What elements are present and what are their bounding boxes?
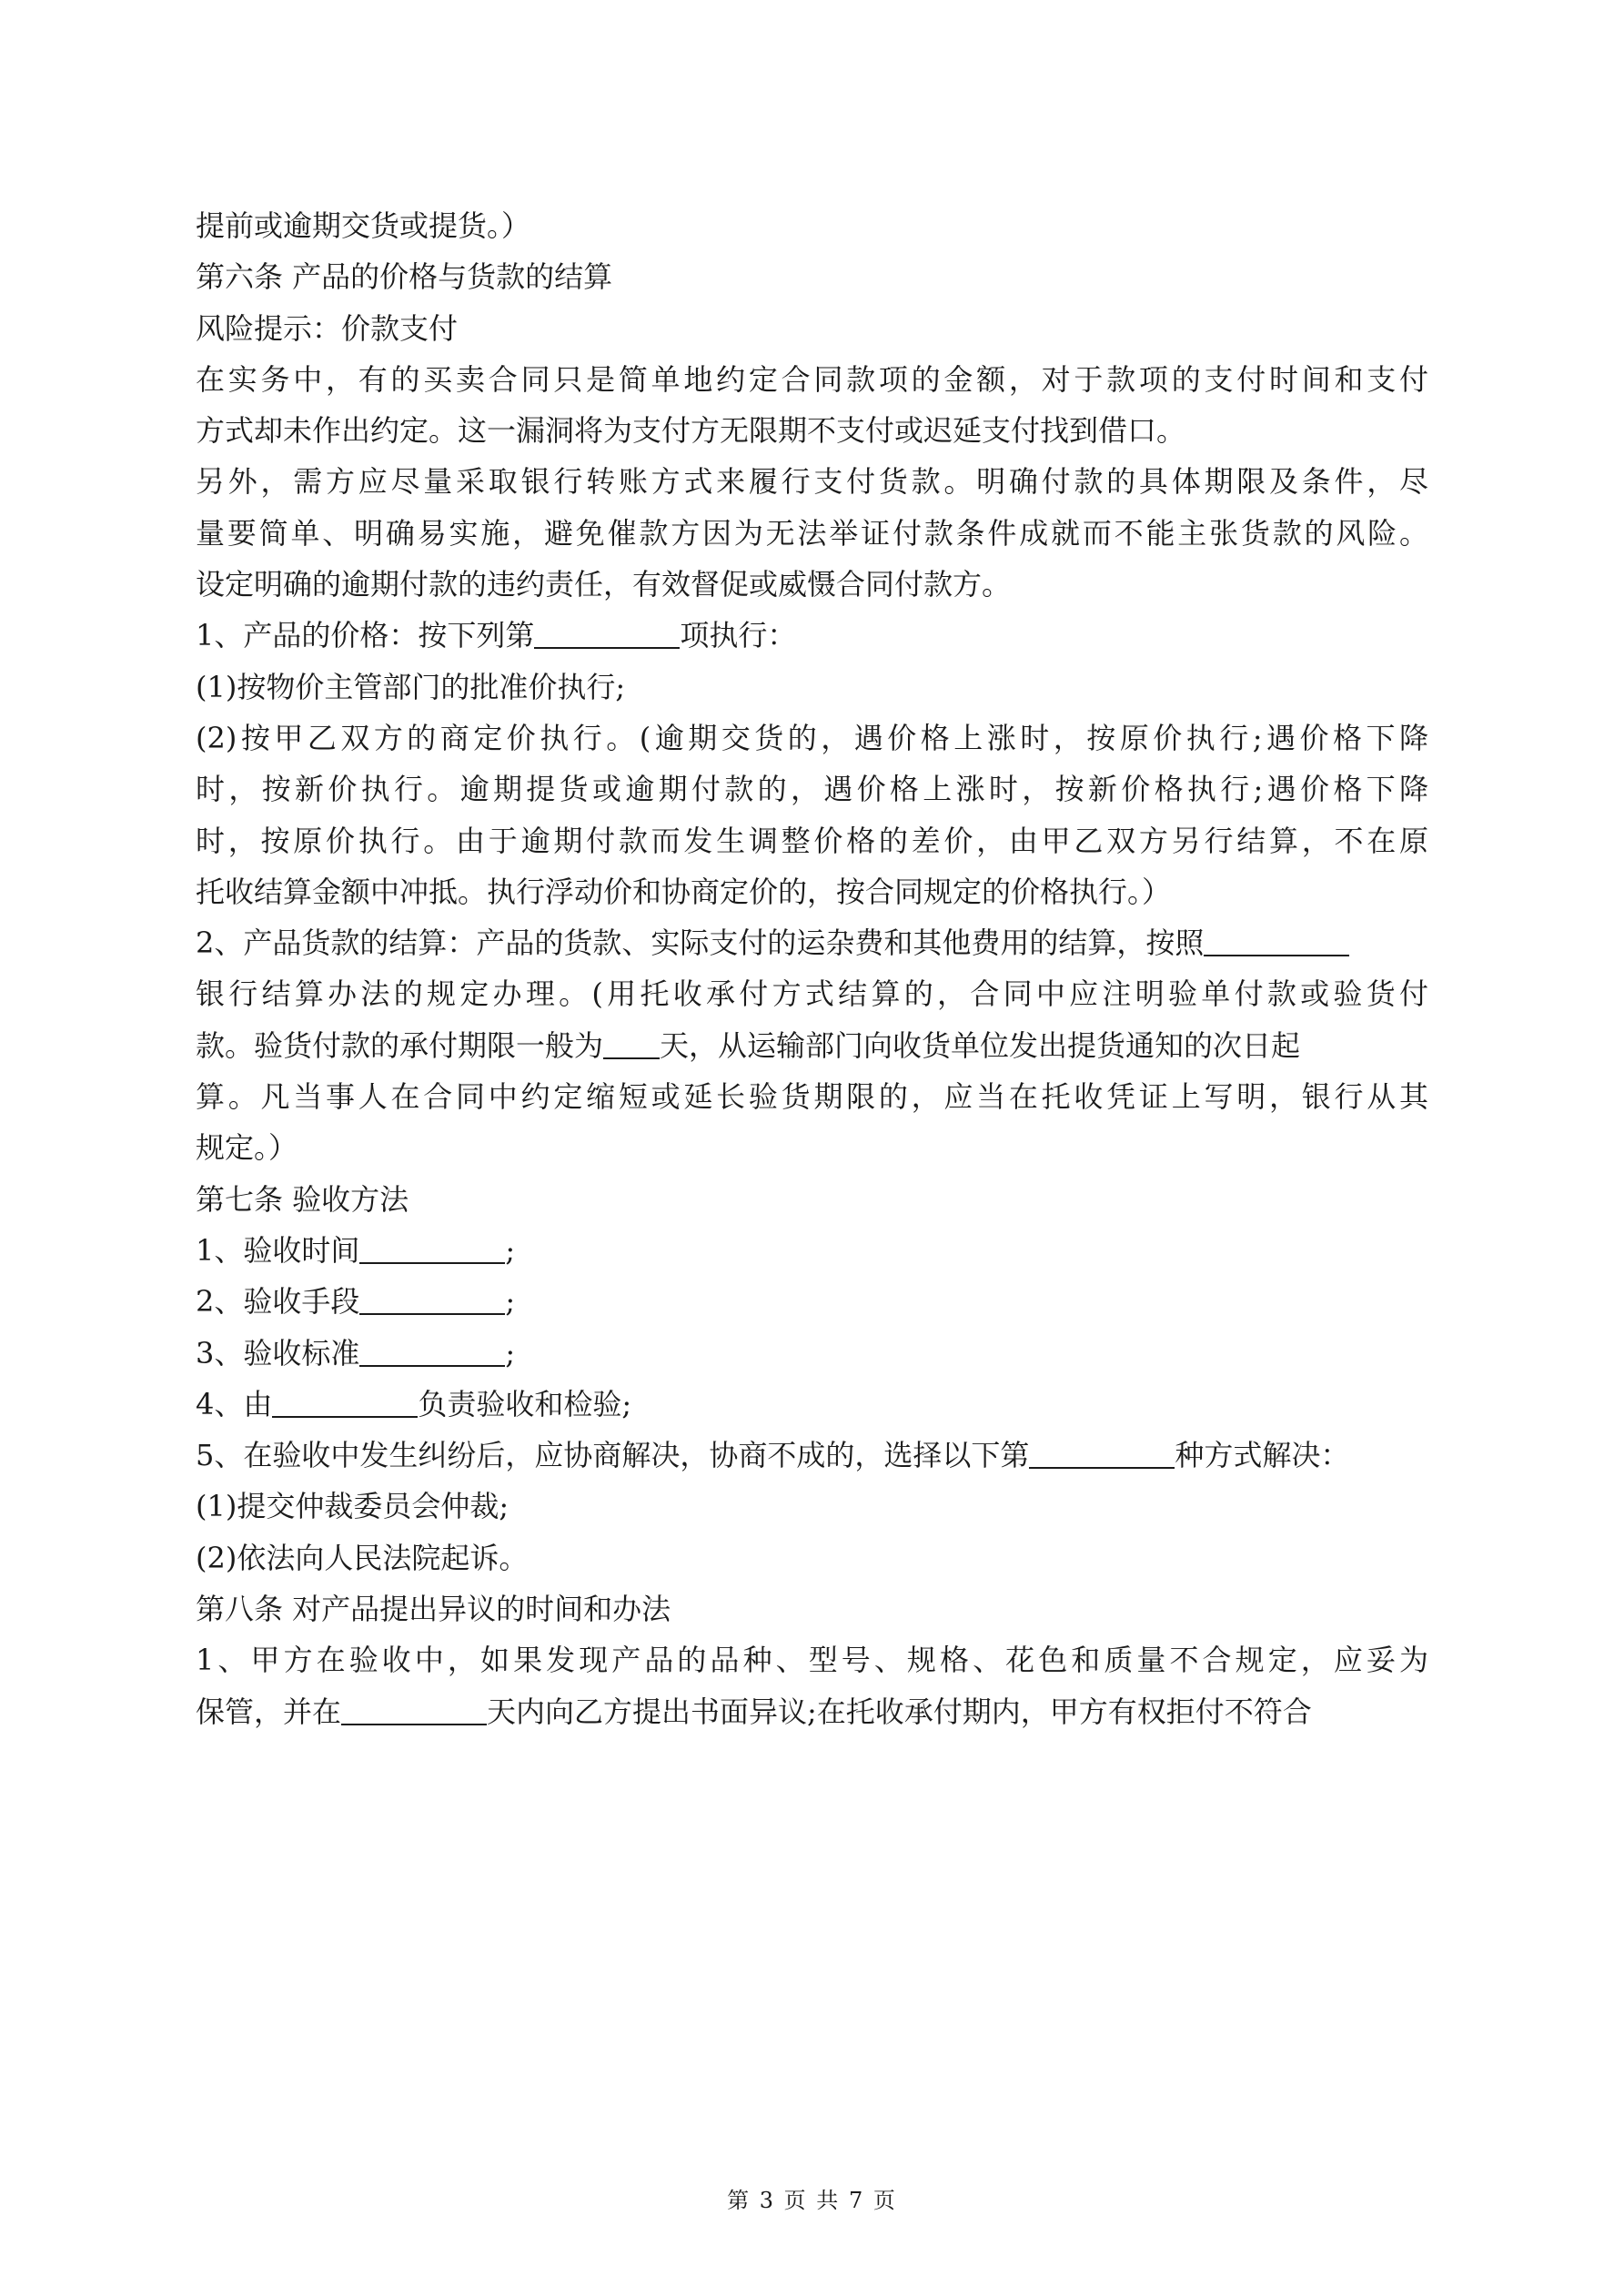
section-heading: 第八条 对产品提出异议的时间和办法 [196,1592,671,1627]
text-line: 在实务中，有的买卖合同只是简单地约定合同款项的金额，对于款项的支付时间和支付 [196,361,1428,397]
fill-in-blank [534,620,680,649]
text-line [196,1379,1428,1430]
text-line: 方式却未作出约定。这一漏洞将为支付方无限期不支付或迟延支付找到借口。 [196,413,1186,449]
text-segment: 1、产品的价格：按下列第 [196,618,535,653]
text-line: 时，按原价执行。由于逾期付款而发生调整价格的差价，由甲乙双方另行结算，不在原 [196,823,1428,858]
text-segment: 种方式解决： [1175,1438,1350,1473]
text-line: 另外，需方应尽量采取银行转账方式来履行支付货款。明确付款的具体期限及条件，尽 [196,464,1428,500]
text-segment: ; [505,1335,516,1371]
text-segment: ; [505,1284,516,1320]
fill-in-blank [1204,927,1349,956]
fill-in-blank [359,1235,505,1264]
text-line: (2)按甲乙双方的商定价执行。(逾期交货的，遇价格上涨时，按原价执行;遇价格下降 [196,720,1428,755]
text-line [196,917,1428,968]
text-segment: 4、由 [196,1386,273,1421]
fill-in-blank [272,1389,418,1418]
fill-in-blank [359,1338,505,1367]
text-segment: 款。验货付款的承付期限一般为 [196,1027,604,1063]
text-line: 量要简单、明确易实施，避免催款方因为无法举证付款条件成就而不能主张货款的风险。 [196,515,1428,551]
text-line [196,1020,1428,1071]
text-segment: 2、验收手段 [196,1284,360,1320]
text-line [196,610,1428,661]
text-line: 1、甲方在验收中，如果发现产品的品种、型号、规格、花色和质量不合规定，应妥为 [196,1643,1428,1678]
text-line: 银行结算办法的规定办理。(用托收承付方式结算的，合同中应注明验单付款或验货付 [196,976,1428,1012]
text-line [196,1328,1428,1379]
fill-in-blank [359,1286,505,1315]
text-line: 设定明确的逾期付款的违约责任，有效督促或威慑合同付款方。 [196,567,1012,602]
text-line: (2)依法向人民法院起诉。 [196,1540,529,1575]
text-line: 规定。） [196,1130,298,1166]
text-segment: 2、产品货款的结算：产品的货款、实际支付的运杂费和其他费用的结算，按照 [196,925,1205,961]
text-line: (1)按物价主管部门的批准价执行; [196,669,626,704]
text-line: 托收结算金额中冲抵。执行浮动价和协商定价的，按合同规定的价格执行。） [196,874,1172,909]
text-line [196,1225,1428,1276]
text-segment: 项执行： [680,618,797,653]
section-heading: 第六条 产品的价格与货款的结算 [196,259,613,295]
fill-in-blank [1029,1440,1175,1469]
text-segment: ; [505,1232,516,1268]
text-line: (1)提交仲裁委员会仲裁; [196,1489,509,1524]
text-segment: 1、验收时间 [196,1232,360,1268]
text-line: 算。凡当事人在合同中约定缩短或延长验货期限的，应当在托收凭证上写明，银行从其 [196,1079,1428,1115]
fill-in-blank [603,1030,660,1059]
text-segment: 天，从运输部门向收货单位发出提货通知的次日起 [660,1027,1301,1063]
text-segment: 天内向乙方提出书面异议;在托收承付期内，甲方有权拒付不符合 [487,1694,1312,1729]
text-line [196,1276,1428,1327]
text-line: 时，按新价执行。逾期提货或逾期付款的，遇价格上涨时，按新价格执行;遇价格下降 [196,772,1428,807]
text-segment: 负责验收和检验; [418,1386,632,1421]
page-number-footer: 第 3 页 共 7 页 [727,2188,897,2213]
text-line: 提前或逾期交货或提货。） [196,208,531,243]
text-segment: 保管，并在 [196,1694,342,1729]
section-heading: 第七条 验收方法 [196,1181,409,1217]
text-segment: 3、验收标准 [196,1335,360,1371]
text-line [196,1430,1428,1481]
risk-note-heading: 风险提示：价款支付 [196,310,459,346]
text-segment: 5、在验收中发生纠纷后，应协商解决，协商不成的，选择以下第 [196,1438,1030,1473]
fill-in-blank [341,1696,487,1725]
text-line [196,1686,1428,1737]
document-body [196,200,1428,1737]
